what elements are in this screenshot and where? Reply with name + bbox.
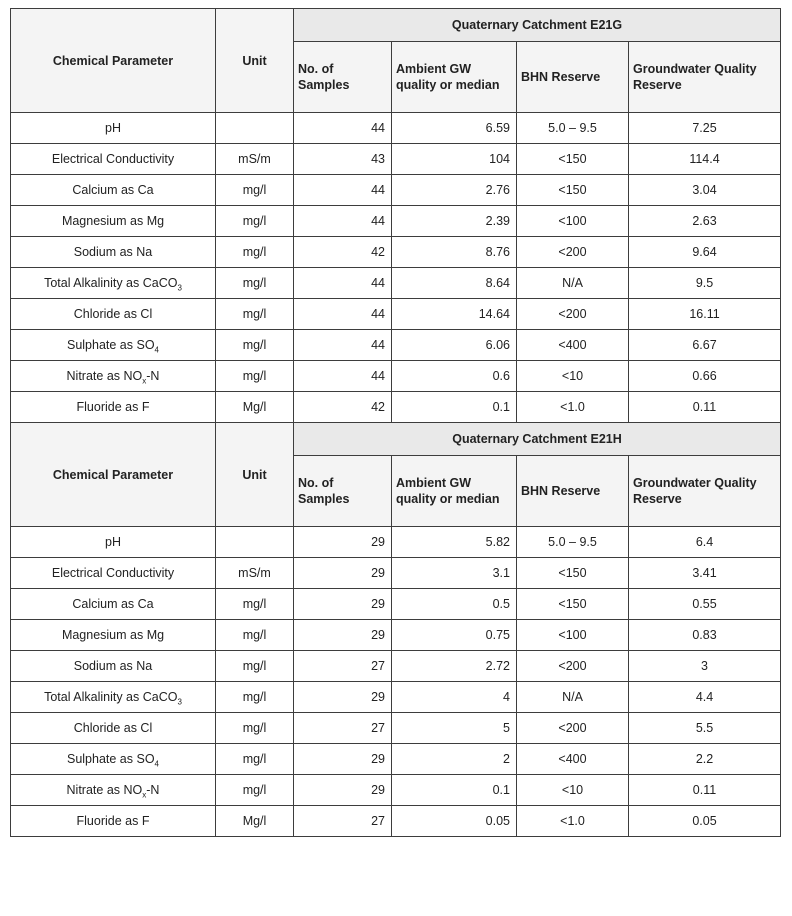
parameter-suffix: -N — [146, 369, 160, 383]
cell-bhn-reserve: <150 — [517, 144, 629, 175]
cell-samples: 42 — [294, 237, 392, 268]
cell-unit: mg/l — [216, 589, 294, 620]
cell-unit: mg/l — [216, 361, 294, 392]
cell-gwq-reserve: 3 — [629, 651, 781, 682]
table-row — [11, 237, 781, 268]
cell-samples: 27 — [294, 713, 392, 744]
cell-gwq-reserve: 7.25 — [629, 113, 781, 144]
cell-samples: 44 — [294, 175, 392, 206]
cell-parameter — [11, 361, 216, 392]
cell-parameter — [11, 299, 216, 330]
cell-parameter — [11, 682, 216, 713]
cell-samples: 29 — [294, 527, 392, 558]
table-row — [11, 775, 781, 806]
cell-parameter — [11, 392, 216, 423]
cell-gwq-reserve: 0.11 — [629, 775, 781, 806]
parameter-text: Calcium as Ca — [72, 183, 154, 197]
cell-unit: mg/l — [216, 682, 294, 713]
table-row — [11, 527, 781, 558]
table-row — [11, 806, 781, 837]
column-header-ambient: Ambient GW quality or median — [392, 456, 517, 527]
cell-ambient: 0.05 — [392, 806, 517, 837]
column-header-unit: Unit — [216, 423, 294, 527]
cell-gwq-reserve: 0.11 — [629, 392, 781, 423]
parameter-subscript: 4 — [154, 759, 159, 769]
cell-samples: 44 — [294, 299, 392, 330]
table-row — [11, 144, 781, 175]
table-row — [11, 268, 781, 299]
cell-ambient: 14.64 — [392, 299, 517, 330]
cell-gwq-reserve: 6.4 — [629, 527, 781, 558]
cell-ambient: 2.39 — [392, 206, 517, 237]
cell-ambient: 8.76 — [392, 237, 517, 268]
cell-samples: 29 — [294, 744, 392, 775]
cell-ambient: 0.75 — [392, 620, 517, 651]
table-row — [11, 713, 781, 744]
cell-unit: mg/l — [216, 237, 294, 268]
cell-unit: mg/l — [216, 299, 294, 330]
cell-samples: 43 — [294, 144, 392, 175]
catchment-title: Quaternary Catchment E21G — [294, 9, 781, 42]
column-header-unit: Unit — [216, 9, 294, 113]
cell-unit: mS/m — [216, 144, 294, 175]
cell-ambient: 6.06 — [392, 330, 517, 361]
cell-samples: 27 — [294, 806, 392, 837]
cell-parameter — [11, 527, 216, 558]
table-row — [11, 682, 781, 713]
cell-ambient: 0.6 — [392, 361, 517, 392]
parameter-text: Sodium as Na — [73, 245, 153, 259]
cell-ambient: 2.72 — [392, 651, 517, 682]
parameter-subscript: 4 — [154, 345, 159, 355]
cell-samples: 44 — [294, 361, 392, 392]
parameter-text: Fluoride as F — [76, 814, 150, 828]
parameter-text: Total Alkalinity as CaCO — [44, 690, 178, 704]
cell-ambient: 3.1 — [392, 558, 517, 589]
cell-gwq-reserve: 4.4 — [629, 682, 781, 713]
cell-bhn-reserve: <1.0 — [517, 806, 629, 837]
cell-gwq-reserve: 0.66 — [629, 361, 781, 392]
cell-bhn-reserve: <100 — [517, 206, 629, 237]
cell-parameter — [11, 175, 216, 206]
cell-gwq-reserve: 0.05 — [629, 806, 781, 837]
table-row — [11, 558, 781, 589]
cell-bhn-reserve: <200 — [517, 651, 629, 682]
cell-samples: 44 — [294, 268, 392, 299]
cell-bhn-reserve: <150 — [517, 589, 629, 620]
cell-gwq-reserve: 2.2 — [629, 744, 781, 775]
cell-unit: mg/l — [216, 744, 294, 775]
cell-unit: mg/l — [216, 268, 294, 299]
parameter-subscript: 3 — [177, 283, 182, 293]
parameter-text: Total Alkalinity as CaCO — [44, 276, 178, 290]
parameter-text: Chloride as Cl — [73, 307, 153, 321]
cell-ambient: 0.1 — [392, 392, 517, 423]
parameter-suffix: -N — [146, 783, 160, 797]
cell-parameter — [11, 330, 216, 361]
cell-unit: Mg/l — [216, 392, 294, 423]
cell-ambient: 2 — [392, 744, 517, 775]
parameter-text: Electrical Conductivity — [51, 566, 175, 580]
parameter-subscript: 3 — [177, 697, 182, 707]
document-page — [10, 8, 780, 904]
cell-ambient: 2.76 — [392, 175, 517, 206]
parameter-text: Calcium as Ca — [72, 597, 154, 611]
cell-unit: mg/l — [216, 713, 294, 744]
catchment-title: Quaternary Catchment E21H — [294, 423, 781, 456]
cell-samples: 29 — [294, 589, 392, 620]
cell-unit: mg/l — [216, 330, 294, 361]
cell-parameter — [11, 713, 216, 744]
cell-ambient: 5 — [392, 713, 517, 744]
column-header-samples: No. of Samples — [294, 456, 392, 527]
cell-ambient: 6.59 — [392, 113, 517, 144]
table-row — [11, 299, 781, 330]
cell-bhn-reserve: 5.0 – 9.5 — [517, 527, 629, 558]
cell-samples: 27 — [294, 651, 392, 682]
cell-bhn-reserve: <200 — [517, 299, 629, 330]
column-header-ambient: Ambient GW quality or median — [392, 42, 517, 113]
cell-gwq-reserve: 3.04 — [629, 175, 781, 206]
table-row — [11, 113, 781, 144]
parameter-subscript: x — [142, 790, 147, 800]
parameter-text: Magnesium as Mg — [61, 214, 165, 228]
cell-parameter — [11, 651, 216, 682]
parameter-text: pH — [105, 535, 121, 549]
parameter-text: Nitrate as NO — [66, 369, 143, 383]
column-header-parameter: Chemical Parameter — [11, 423, 216, 527]
column-header-gwq-reserve: Groundwater Quality Reserve — [629, 456, 781, 527]
cell-unit: mg/l — [216, 775, 294, 806]
table-row — [11, 620, 781, 651]
cell-unit: Mg/l — [216, 806, 294, 837]
cell-ambient: 5.82 — [392, 527, 517, 558]
cell-unit: mg/l — [216, 206, 294, 237]
parameter-text: Sulphate as SO — [66, 752, 155, 766]
cell-unit: mS/m — [216, 558, 294, 589]
parameter-text: Fluoride as F — [76, 400, 150, 414]
column-header-parameter: Chemical Parameter — [11, 9, 216, 113]
cell-gwq-reserve: 6.67 — [629, 330, 781, 361]
cell-unit: mg/l — [216, 175, 294, 206]
cell-unit: mg/l — [216, 651, 294, 682]
cell-parameter — [11, 144, 216, 175]
table-row — [11, 744, 781, 775]
cell-parameter — [11, 206, 216, 237]
cell-ambient: 8.64 — [392, 268, 517, 299]
cell-bhn-reserve: <400 — [517, 744, 629, 775]
table-row — [11, 175, 781, 206]
parameter-text: Nitrate as NO — [66, 783, 143, 797]
parameter-text: Sulphate as SO — [66, 338, 155, 352]
cell-bhn-reserve: <400 — [517, 330, 629, 361]
table-row — [11, 392, 781, 423]
cell-ambient: 0.1 — [392, 775, 517, 806]
cell-parameter — [11, 268, 216, 299]
cell-parameter — [11, 775, 216, 806]
parameter-text: Chloride as Cl — [73, 721, 153, 735]
column-header-bhn-reserve: BHN Reserve — [517, 456, 629, 527]
parameter-text: Electrical Conductivity — [51, 152, 175, 166]
cell-bhn-reserve: 5.0 – 9.5 — [517, 113, 629, 144]
parameter-subscript: x — [142, 376, 147, 386]
cell-gwq-reserve: 16.11 — [629, 299, 781, 330]
cell-samples: 29 — [294, 682, 392, 713]
cell-bhn-reserve: <150 — [517, 558, 629, 589]
cell-ambient: 4 — [392, 682, 517, 713]
cell-parameter — [11, 237, 216, 268]
parameter-text: Magnesium as Mg — [61, 628, 165, 642]
cell-gwq-reserve: 0.83 — [629, 620, 781, 651]
cell-gwq-reserve: 2.63 — [629, 206, 781, 237]
cell-parameter — [11, 558, 216, 589]
cell-bhn-reserve: <200 — [517, 713, 629, 744]
cell-ambient: 0.5 — [392, 589, 517, 620]
cell-samples: 44 — [294, 330, 392, 361]
cell-parameter — [11, 620, 216, 651]
cell-parameter — [11, 113, 216, 144]
table-row — [11, 206, 781, 237]
cell-gwq-reserve: 9.64 — [629, 237, 781, 268]
table-body — [11, 9, 781, 837]
cell-parameter — [11, 589, 216, 620]
cell-unit — [216, 527, 294, 558]
header-row-top — [11, 9, 781, 42]
table-row — [11, 589, 781, 620]
column-header-samples: No. of Samples — [294, 42, 392, 113]
cell-gwq-reserve: 9.5 — [629, 268, 781, 299]
cell-unit: mg/l — [216, 620, 294, 651]
cell-samples: 42 — [294, 392, 392, 423]
column-header-bhn-reserve: BHN Reserve — [517, 42, 629, 113]
table-row — [11, 330, 781, 361]
cell-gwq-reserve: 5.5 — [629, 713, 781, 744]
cell-parameter — [11, 806, 216, 837]
cell-samples: 44 — [294, 113, 392, 144]
cell-samples: 29 — [294, 558, 392, 589]
cell-bhn-reserve: <1.0 — [517, 392, 629, 423]
cell-bhn-reserve: <10 — [517, 775, 629, 806]
table-row — [11, 361, 781, 392]
cell-bhn-reserve: <200 — [517, 237, 629, 268]
header-row-top — [11, 423, 781, 456]
cell-bhn-reserve: N/A — [517, 268, 629, 299]
groundwater-quality-table — [10, 8, 781, 837]
cell-gwq-reserve: 114.4 — [629, 144, 781, 175]
cell-unit — [216, 113, 294, 144]
cell-parameter — [11, 744, 216, 775]
cell-gwq-reserve: 3.41 — [629, 558, 781, 589]
column-header-gwq-reserve: Groundwater Quality Reserve — [629, 42, 781, 113]
parameter-text: pH — [105, 121, 121, 135]
cell-bhn-reserve: <10 — [517, 361, 629, 392]
cell-gwq-reserve: 0.55 — [629, 589, 781, 620]
cell-ambient: 104 — [392, 144, 517, 175]
cell-bhn-reserve: <100 — [517, 620, 629, 651]
cell-samples: 29 — [294, 775, 392, 806]
parameter-text: Sodium as Na — [73, 659, 153, 673]
cell-bhn-reserve: <150 — [517, 175, 629, 206]
cell-samples: 44 — [294, 206, 392, 237]
table-row — [11, 651, 781, 682]
cell-bhn-reserve: N/A — [517, 682, 629, 713]
cell-samples: 29 — [294, 620, 392, 651]
